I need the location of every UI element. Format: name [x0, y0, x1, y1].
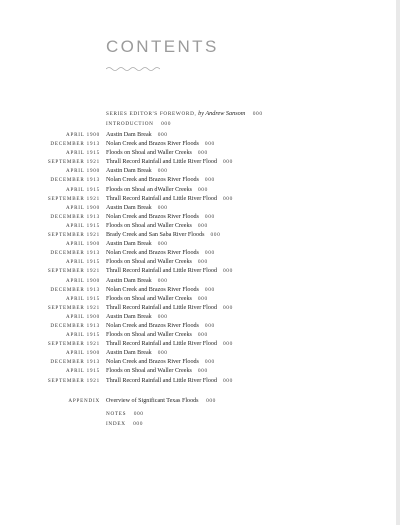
toc-entry[interactable]	[0, 313, 396, 322]
entry-date: DECEMBER 1913	[50, 322, 100, 329]
page-edge	[396, 0, 400, 525]
entry-title: Floods on Shoal and Waller Creeks	[106, 332, 192, 339]
entry-date: APRIL 1900	[66, 277, 100, 284]
entry-title-wrap	[106, 249, 215, 258]
entry-title-wrap	[106, 158, 233, 167]
entry-title-wrap	[106, 195, 233, 204]
entry-date: SEPTEMBER 1921	[47, 232, 100, 239]
entry-title-wrap	[106, 240, 168, 249]
entry-title-wrap	[106, 367, 208, 376]
toc-entry[interactable]	[0, 349, 396, 358]
page-number: 000	[223, 377, 233, 384]
entry-date: APRIL 1915	[66, 368, 100, 375]
page-number: 000	[223, 304, 233, 311]
back-matter	[106, 409, 144, 429]
page-number: 000	[157, 168, 168, 175]
back-matter-label: NOTES	[106, 411, 127, 417]
toc-entry[interactable]	[0, 222, 396, 231]
back-matter-item[interactable]	[106, 419, 144, 429]
entry-date: DECEMBER 1913	[50, 177, 100, 184]
front-matter	[106, 109, 263, 129]
entry-date: DECEMBER 1913	[50, 213, 100, 220]
page-number: 000	[223, 341, 233, 348]
page-number: 000	[204, 359, 215, 366]
entry-title-wrap	[106, 167, 168, 176]
entry-date: APRIL 1900	[66, 132, 100, 138]
appendix-title: Overview of Significant Texas Floods	[106, 398, 199, 404]
entry-title-wrap	[106, 322, 215, 331]
entry-title: Thrall Record Rainfall and Little River Flood	[106, 377, 218, 384]
entry-date: APRIL 1900	[66, 350, 100, 357]
entry-title-wrap	[106, 176, 215, 185]
entry-title: Thrall Record Rainfall and Little River Flood	[106, 159, 218, 166]
page-number: 000	[197, 259, 208, 266]
page-number: 000	[204, 250, 215, 257]
entry-title-wrap	[106, 377, 233, 386]
entry-title: Austin Dam Break	[106, 132, 152, 138]
entry-date: SEPTEMBER 1921	[47, 377, 100, 384]
entry-date: APRIL 1915	[66, 259, 100, 266]
page-number: 000	[223, 268, 233, 275]
front-matter-item[interactable]	[106, 109, 263, 119]
toc-entry[interactable]	[0, 149, 396, 158]
entry-date: APRIL 1915	[66, 222, 100, 229]
toc-entry[interactable]	[0, 358, 396, 367]
entry-title: Thrall Record Rainfall and Little River Flood	[106, 195, 218, 202]
entry-date: SEPTEMBER 1921	[47, 159, 100, 166]
toc-entry[interactable]	[0, 167, 396, 176]
entry-title-wrap	[106, 313, 168, 322]
toc-entry[interactable]	[0, 286, 396, 295]
entry-title: Floods on Shoal an dWaller Creeks	[106, 186, 192, 193]
entry-date: DECEMBER 1913	[50, 286, 100, 293]
toc-entry[interactable]	[0, 367, 396, 376]
entry-date: APRIL 1915	[66, 332, 100, 339]
entry-title: Thrall Record Rainfall and Little River Flood	[106, 268, 218, 275]
front-matter-item[interactable]	[106, 119, 263, 129]
page-number: 000	[157, 313, 168, 320]
entry-title: Nolan Creek and Brazos River Floods	[106, 322, 199, 329]
page-number: 000	[133, 421, 144, 427]
entry-title-wrap	[106, 349, 168, 358]
entry-title: Floods on Shoal and Waller Creeks	[106, 150, 192, 157]
entry-title-wrap	[106, 267, 233, 276]
page-number: 000	[223, 159, 233, 166]
page-number: 000	[157, 350, 168, 357]
toc-entry[interactable]	[0, 249, 396, 258]
toc-entry[interactable]	[0, 195, 396, 204]
entry-title-wrap	[106, 231, 220, 240]
page-number: 000	[197, 150, 208, 157]
page-number: 000	[204, 141, 215, 148]
page-number: 000	[204, 177, 215, 184]
toc-entry[interactable]	[0, 158, 396, 167]
entry-title-wrap	[106, 304, 233, 313]
entry-date: APRIL 1900	[66, 204, 100, 211]
entry-date: DECEMBER 1913	[50, 250, 100, 257]
entry-date: APRIL 1900	[66, 168, 100, 175]
entry-title: Thrall Record Rainfall and Little River Flood	[106, 341, 218, 348]
entry-date: APRIL 1915	[66, 150, 100, 157]
entry-title: Nolan Creek and Brazos River Floods	[106, 250, 199, 257]
entry-title-wrap	[106, 295, 208, 304]
back-matter-item[interactable]	[106, 409, 144, 419]
entry-date: APRIL 1900	[66, 313, 100, 320]
entry-date: SEPTEMBER 1921	[47, 195, 100, 202]
page-number: 000	[157, 241, 168, 248]
page-number: 000	[133, 411, 144, 417]
toc-entry[interactable]	[0, 258, 396, 267]
toc-entry[interactable]	[0, 213, 396, 222]
page-number: 000	[206, 398, 216, 404]
entry-title: Nolan Creek and Brazos River Floods	[106, 177, 199, 184]
entry-date: SEPTEMBER 1921	[47, 341, 100, 348]
entry-title-wrap	[106, 331, 208, 340]
toc-entry[interactable]	[0, 322, 396, 331]
appendix-title-wrap	[106, 396, 216, 406]
entry-title: Austin Dam Break	[106, 277, 152, 284]
toc-entry[interactable]	[0, 295, 396, 304]
page-number: 000	[204, 322, 215, 329]
page-number: 000	[157, 277, 168, 284]
entry-title-wrap	[106, 149, 208, 158]
toc-entry[interactable]	[0, 331, 396, 340]
entry-title: Floods on Shoal and Waller Creeks	[106, 259, 192, 266]
toc-entry[interactable]	[0, 140, 396, 149]
entry-date: DECEMBER 1913	[50, 359, 100, 366]
entry-date: DECEMBER 1913	[50, 141, 100, 148]
toc-entry[interactable]	[0, 204, 396, 213]
front-matter-label: SERIES EDITOR'S FOREWORD,	[106, 111, 197, 117]
page-number: 000	[157, 204, 168, 211]
entry-title: Austin Dam Break	[106, 241, 152, 248]
entry-title: Nolan Creek and Brazos River Floods	[106, 286, 199, 293]
entry-date: APRIL 1900	[66, 241, 100, 248]
entry-date: APRIL 1915	[66, 295, 100, 302]
toc-entry[interactable]	[0, 231, 396, 240]
toc-entry[interactable]	[0, 340, 396, 349]
entry-title: Nolan Creek and Brazos River Floods	[106, 359, 199, 366]
entry-title-wrap	[106, 222, 208, 231]
entry-date: SEPTEMBER 1921	[47, 268, 100, 275]
page-number: 000	[223, 195, 233, 202]
appendix-entry[interactable]	[0, 396, 396, 406]
entry-title: Nolan Creek and Brazos River Floods	[106, 141, 199, 148]
entry-title-wrap	[106, 277, 168, 286]
entry-title-wrap	[106, 286, 215, 295]
entry-title: Floods on Shoal and Waller Creeks	[106, 222, 192, 229]
entry-title-wrap	[106, 358, 215, 367]
page-number: 000	[157, 132, 168, 138]
entry-date: SEPTEMBER 1921	[47, 304, 100, 311]
back-matter-label: INDEX	[106, 421, 126, 427]
page-number: 000	[197, 295, 208, 302]
entry-title: Floods on Shoal and Waller Creeks	[106, 295, 192, 302]
entry-title-wrap	[106, 340, 233, 349]
page-number: 000	[252, 111, 263, 117]
entry-title-wrap	[106, 213, 215, 222]
front-matter-label: INTRODUCTION	[106, 121, 154, 127]
entry-title: Floods on Shoal and Waller Creeks	[106, 368, 192, 375]
page-number: 000	[204, 286, 215, 293]
entry-date: APRIL 1915	[66, 186, 100, 193]
entry-title-wrap	[106, 186, 208, 195]
entry-title-wrap	[106, 140, 215, 149]
entry-title: Nolan Creek and Brazos River Floods	[106, 213, 199, 220]
entry-title-wrap	[106, 131, 168, 140]
toc-entry[interactable]	[0, 267, 396, 276]
entry-title: Thrall Record Rainfall and Little River Flood	[106, 304, 218, 311]
page-number: 000	[197, 222, 208, 229]
page-number: 000	[197, 368, 208, 375]
entry-title: Austin Dam Break	[106, 168, 152, 175]
entry-title: Austin Dam Break	[106, 350, 152, 357]
toc-entry[interactable]	[0, 131, 396, 140]
front-matter-author: by Andrew Sansom	[198, 110, 246, 117]
chapter-list	[0, 131, 396, 386]
toc-entry[interactable]	[0, 277, 396, 286]
entry-title: Austin Dam Break	[106, 313, 152, 320]
wave-ornament	[106, 66, 160, 72]
page-number: 000	[198, 186, 208, 193]
page-title: CONTENTS	[106, 37, 219, 56]
toc-entry[interactable]	[0, 304, 396, 313]
toc-entry[interactable]	[0, 186, 396, 195]
toc-entry[interactable]	[0, 377, 396, 386]
page-number: 000	[210, 232, 221, 239]
toc-entry[interactable]	[0, 176, 396, 185]
page-number: 000	[204, 213, 215, 220]
page-number: 000	[161, 121, 172, 127]
toc-entry[interactable]	[0, 240, 396, 249]
entry-title-wrap	[106, 204, 168, 213]
entry-title-wrap	[106, 258, 208, 267]
entry-title: Brady Creek and San Saba River Floods	[106, 232, 205, 239]
entry-title: Austin Dam Break	[106, 204, 152, 211]
page-number: 000	[197, 332, 208, 339]
appendix-label: APPENDIX	[68, 398, 100, 404]
